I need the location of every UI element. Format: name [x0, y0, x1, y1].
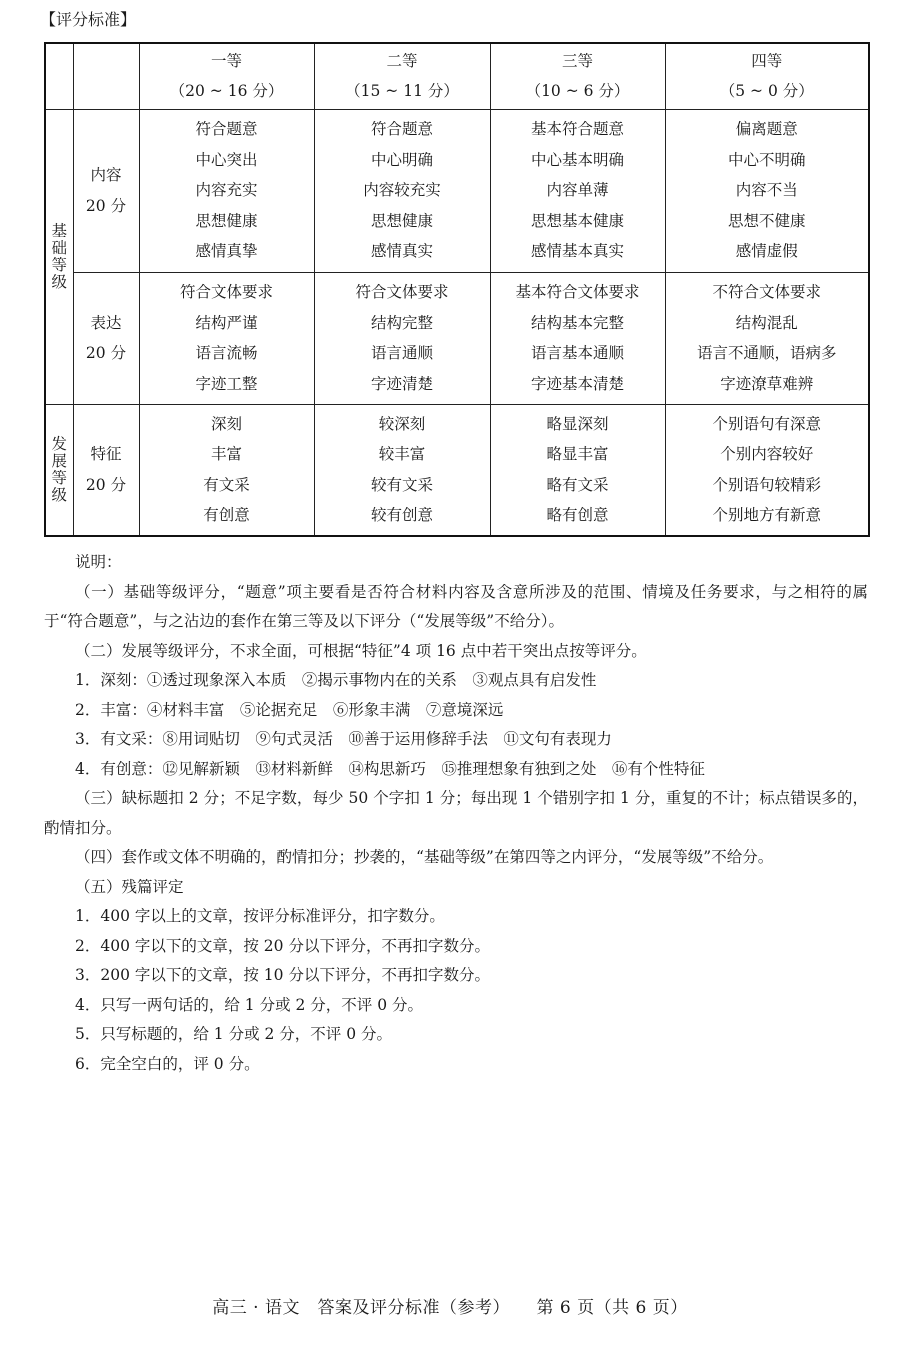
footer-page-number: 第 6 页（共 6 页） — [536, 1298, 688, 1318]
criteria-cell: 深刻 丰富 有文采 有创意 — [139, 404, 314, 536]
grade-header-4 — [665, 43, 869, 109]
category-name: 表达 — [90, 313, 122, 332]
note-paragraph: （二）发展等级评分，不求全面，可根据“特征”4 项 16 点中若干突出点按等评分。 — [75, 641, 647, 660]
note-paragraph: （一）基础等级评分，“题意”项主要看是否符合材料内容及含意所涉及的范围、情境及任务要求，与之相符的属于“符合题意”，与之沾边的套作在第三等及以下评分（“发展等级”不给分）。 — [44, 582, 868, 630]
note-item: 2．丰富：④材料丰富 ⑤论据充足 ⑥形象丰满 ⑦意境深远 — [75, 700, 504, 719]
grade-name: 四等 — [751, 51, 783, 70]
grade-range: （15 ~ 11 分） — [345, 82, 459, 101]
grade-name: 一等 — [210, 51, 242, 70]
grade-name: 三等 — [561, 51, 593, 70]
note-paragraph: （五）残篇评定 — [75, 877, 184, 896]
note-item: 2．400 字以下的文章，按 20 分以下评分，不再扣字数分。 — [75, 936, 490, 955]
category-name: 特征 — [90, 445, 122, 464]
criteria-cell: 略显深刻 略显丰富 略有文采 略有创意 — [490, 404, 665, 536]
level-label-development: 发 展 等 级 — [45, 404, 73, 536]
corner-cell — [73, 43, 139, 109]
criteria-cell: 基本符合题意 中心基本明确 内容单薄 思想基本健康 感情基本真实 — [490, 109, 665, 272]
category-expression — [73, 272, 139, 404]
footer-subject: 高三 · 语文 答案及评分标准（参考） — [212, 1298, 502, 1318]
category-feature — [73, 404, 139, 536]
grade-range: （10 ~ 6 分） — [525, 82, 630, 101]
criteria-cell: 基本符合文体要求 结构基本完整 语言基本通顺 字迹基本清楚 — [490, 272, 665, 404]
note-item: 3．200 字以下的文章，按 10 分以下评分，不再扣字数分。 — [75, 966, 490, 984]
grade-header-2 — [314, 43, 490, 109]
scoring-rubric-table — [44, 42, 870, 537]
feature-row — [45, 404, 869, 536]
category-score: 20 分 — [85, 475, 127, 494]
grade-header-1 — [139, 43, 314, 109]
grade-header-3 — [490, 43, 665, 109]
section-heading: 【评分标准】 — [40, 10, 137, 29]
content-row — [45, 109, 869, 272]
notes-heading: 说明： — [75, 553, 122, 571]
note-paragraph: （四）套作或文体不明确的，酌情扣分；抄袭的，“基础等级”在第四等之内评分，“发展等级”不给分。 — [75, 848, 774, 866]
corner-cell — [45, 43, 73, 109]
note-item: 3．有文采：⑧用词贴切 ⑨句式灵活 ⑩善于运用修辞手法 ⑪文句有表现力 — [75, 730, 612, 748]
note-item: 1．深刻：①透过现象深入本质 ②揭示事物内在的关系 ③观点具有启发性 — [75, 671, 597, 689]
criteria-cell: 偏离题意 中心不明确 内容不当 思想不健康 感情虚假 — [665, 109, 869, 272]
note-item: 6．完全空白的，评 0 分。 — [75, 1054, 260, 1073]
category-score: 20 分 — [85, 344, 127, 362]
note-paragraph: （三）缺标题扣 2 分；不足字数，每少 50 个字扣 1 分；每出现 1 个错别字扣 1 分，重复的不计；标点错误多的，酌情扣分。 — [44, 789, 868, 837]
criteria-cell: 较深刻 较丰富 较有文采 较有创意 — [314, 404, 490, 536]
grade-header-row — [45, 43, 869, 109]
level-label-basic: 基 础 等 级 — [45, 109, 73, 404]
grade-name: 二等 — [386, 51, 418, 70]
grading-notes — [44, 548, 868, 1079]
criteria-cell: 符合文体要求 结构严谨 语言流畅 字迹工整 — [139, 272, 314, 404]
criteria-cell: 符合文体要求 结构完整 语言通顺 字迹清楚 — [314, 272, 490, 404]
note-item: 5．只写标题的，给 1 分或 2 分，不评 0 分。 — [75, 1025, 393, 1043]
category-name: 内容 — [90, 166, 122, 184]
criteria-cell: 符合题意 中心明确 内容较充实 思想健康 感情真实 — [314, 109, 490, 272]
grade-range: （5 ~ 0 分） — [719, 82, 814, 101]
note-item: 1．400 字以上的文章，按评分标准评分，扣字数分。 — [75, 907, 445, 925]
expression-row — [45, 272, 869, 404]
category-content — [73, 109, 139, 272]
note-item: 4．只写一两句话的，给 1 分或 2 分，不评 0 分。 — [75, 995, 424, 1014]
page-footer — [0, 1295, 900, 1321]
note-item: 4．有创意：⑫见解新颖 ⑬材料新鲜 ⑭构思新巧 ⑮推理想象有独到之处 ⑯有个性特征 — [75, 759, 705, 778]
criteria-cell: 个别语句有深意 个别内容较好 个别语句较精彩 个别地方有新意 — [665, 404, 869, 536]
grade-range: （20 ~ 16 分） — [169, 82, 284, 101]
criteria-cell: 不符合文体要求 结构混乱 语言不通顺，语病多 字迹潦草难辨 — [665, 272, 869, 404]
category-score: 20 分 — [85, 196, 127, 215]
criteria-cell: 符合题意 中心突出 内容充实 思想健康 感情真挚 — [139, 109, 314, 272]
